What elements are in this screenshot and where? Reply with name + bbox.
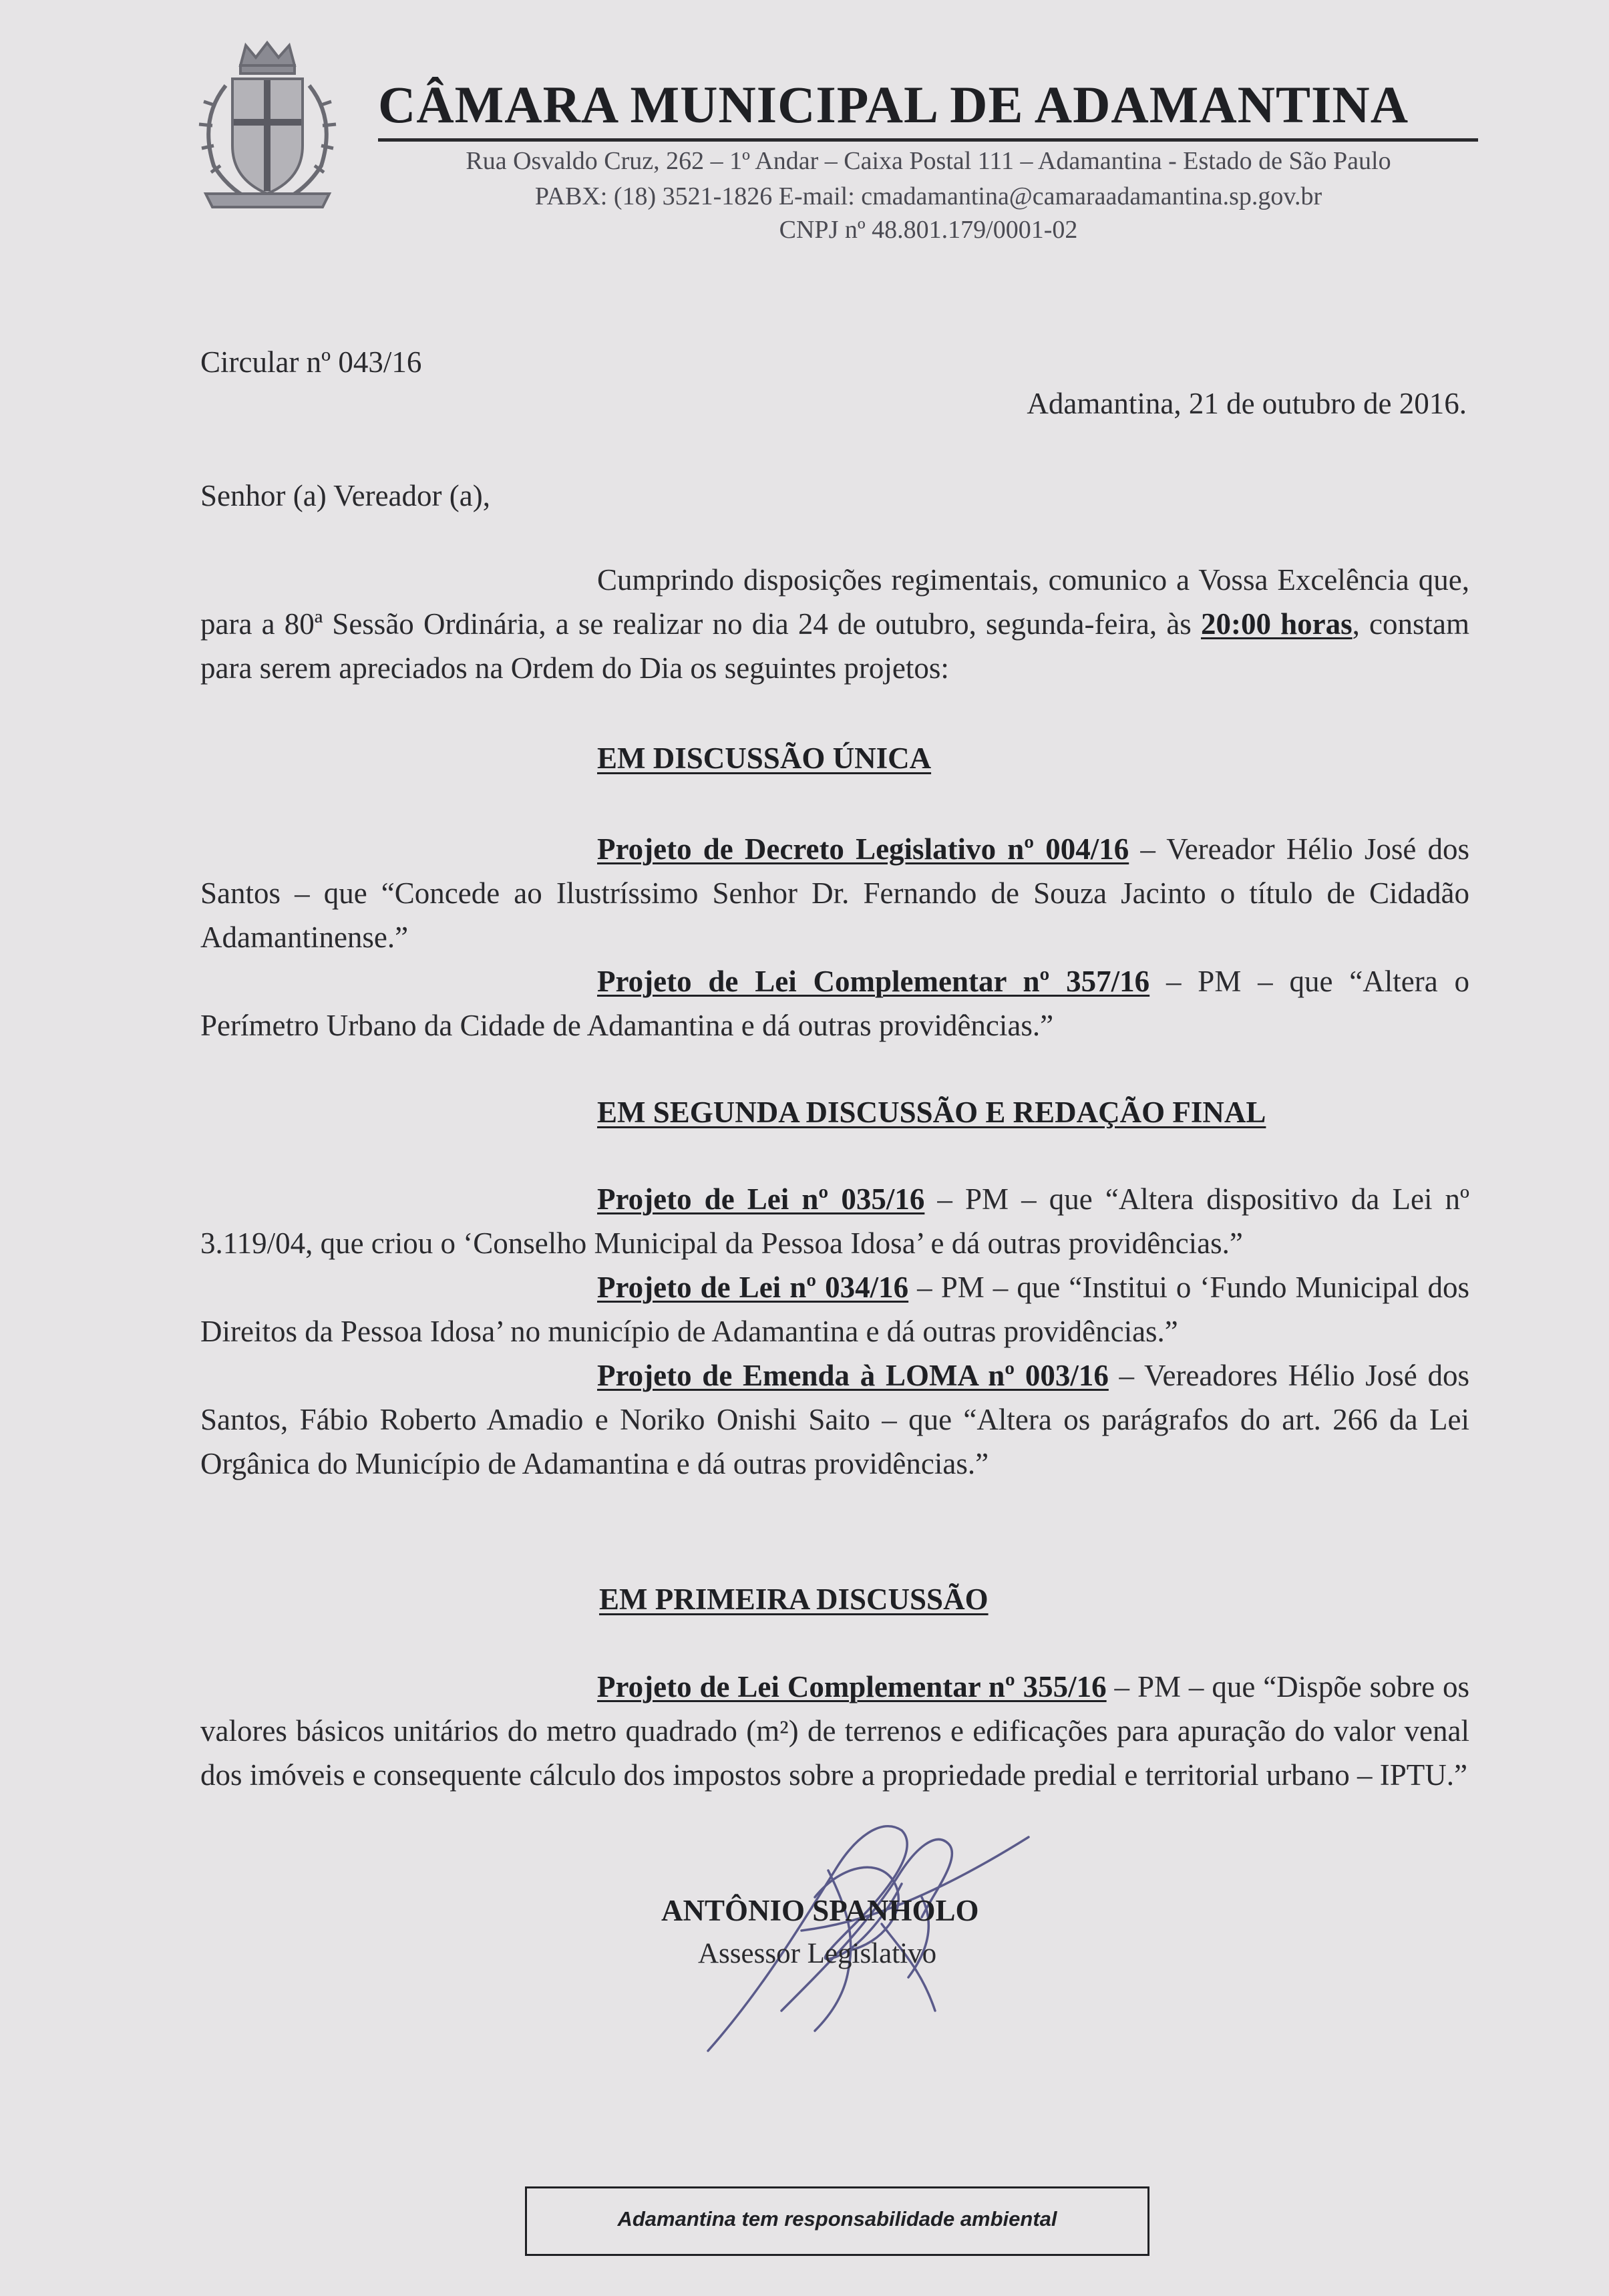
list-item (200, 1353, 1469, 1486)
item-title: Projeto de Emenda à LOMA nº 003/16 (597, 1359, 1109, 1392)
item-title: Projeto de Lei Complementar nº 357/16 (597, 965, 1150, 998)
date-line: Adamantina, 21 de outubro de 2016. (1027, 387, 1467, 420)
list-item (200, 1177, 1469, 1265)
coat-of-arms-icon (179, 39, 356, 214)
session-time: 20:00 horas (1200, 607, 1353, 641)
heading-discussao-unica: EM DISCUSSÃO ÚNICA (597, 742, 932, 775)
signatory-name: ANTÔNIO SPANHOLO (661, 1894, 979, 1927)
item-text: – PM – que “Dispõe sobre os valores básicos unitários do metro quadrado (m²) de terrenos e edificações para apuração do valor venal dos imóveis e consequente cálculo dos impostos sobre a propriedade predial e territorial urbano – IPTU.” (200, 1670, 1469, 1792)
item-text: – PM – que “Altera o Perímetro Urbano da Cidade de Adamantina e dá outras providências.” (200, 965, 1469, 1042)
list-item (200, 1665, 1469, 1797)
item-text: – PM – que “Institui o ‘Fundo Municipal dos Direitos da Pessoa Idosa’ no município de Adamantina e dá outras providências.” (200, 1271, 1470, 1348)
heading-segunda-discussao: EM SEGUNDA DISCUSSÃO E REDAÇÃO FINAL (597, 1096, 1266, 1129)
circular-number: Circular nº 043/16 (200, 345, 422, 379)
heading-primeira-discussao: EM PRIMEIRA DISCUSSÃO (599, 1583, 989, 1616)
item-title: Projeto de Decreto Legislativo nº 004/16 (597, 832, 1129, 866)
list-item (200, 1265, 1469, 1353)
footer-box (525, 2186, 1149, 2256)
intro-text-2: , constam para serem apreciados na Ordem do Dia os seguintes projetos: (200, 607, 1469, 685)
list-item (200, 959, 1469, 1047)
footer-text: Adamantina tem responsabilidade ambiental (617, 2207, 1057, 2231)
segunda-items (200, 1177, 1469, 1486)
intro-paragraph (200, 558, 1469, 690)
signatory-role: Assessor Legislativo (698, 1938, 937, 1969)
header-contact: PABX: (18) 3521-1826 E-mail: cmadamantina@camaraadamantina.sp.gov.br (534, 182, 1322, 210)
item-text: – Vereadores Hélio José dos Santos, Fábio Roberto Amadio e Noriko Onishi Saito – que “Altera os parágrafos do art. 266 da Lei Orgânica do Município de Adamantina e dá outras providências.” (200, 1359, 1469, 1480)
intro-text-1: Cumprindo disposições regimentais, comunico a Vossa Excelência que, para a 80ª Sessão Ordinária, a se realizar no dia 24 de outubro, segunda-feira, às (200, 563, 1469, 641)
header-address: Rua Osvaldo Cruz, 262 – 1º Andar – Caixa Postal 111 – Adamantina - Estado de São Paulo (466, 147, 1391, 175)
item-text: – PM – que “Altera dispositivo da Lei nº 3.119/04, que criou o ‘Conselho Municipal da Pessoa Idosa’ e dá outras providências.” (200, 1182, 1470, 1260)
unica-items (200, 827, 1469, 1047)
item-title: Projeto de Lei Complementar nº 355/16 (597, 1670, 1107, 1703)
item-text: – Vereador Hélio José dos Santos – que “Concede ao Ilustríssimo Senhor Dr. Fernando de Souza Jacinto o título de Cidadão Adamantinense.” (200, 832, 1470, 954)
header-divider (378, 138, 1478, 142)
institution-title: CÂMARA MUNICIPAL DE ADAMANTINA (378, 75, 1409, 134)
item-title: Projeto de Lei nº 035/16 (597, 1182, 925, 1216)
item-title: Projeto de Lei nº 034/16 (597, 1271, 909, 1304)
primeira-items (200, 1665, 1469, 1797)
header-cnpj: CNPJ nº 48.801.179/0001-02 (779, 216, 1078, 244)
handwritten-signature (681, 1790, 1055, 2071)
salutation: Senhor (a) Vereador (a), (200, 479, 490, 512)
list-item (200, 827, 1469, 959)
